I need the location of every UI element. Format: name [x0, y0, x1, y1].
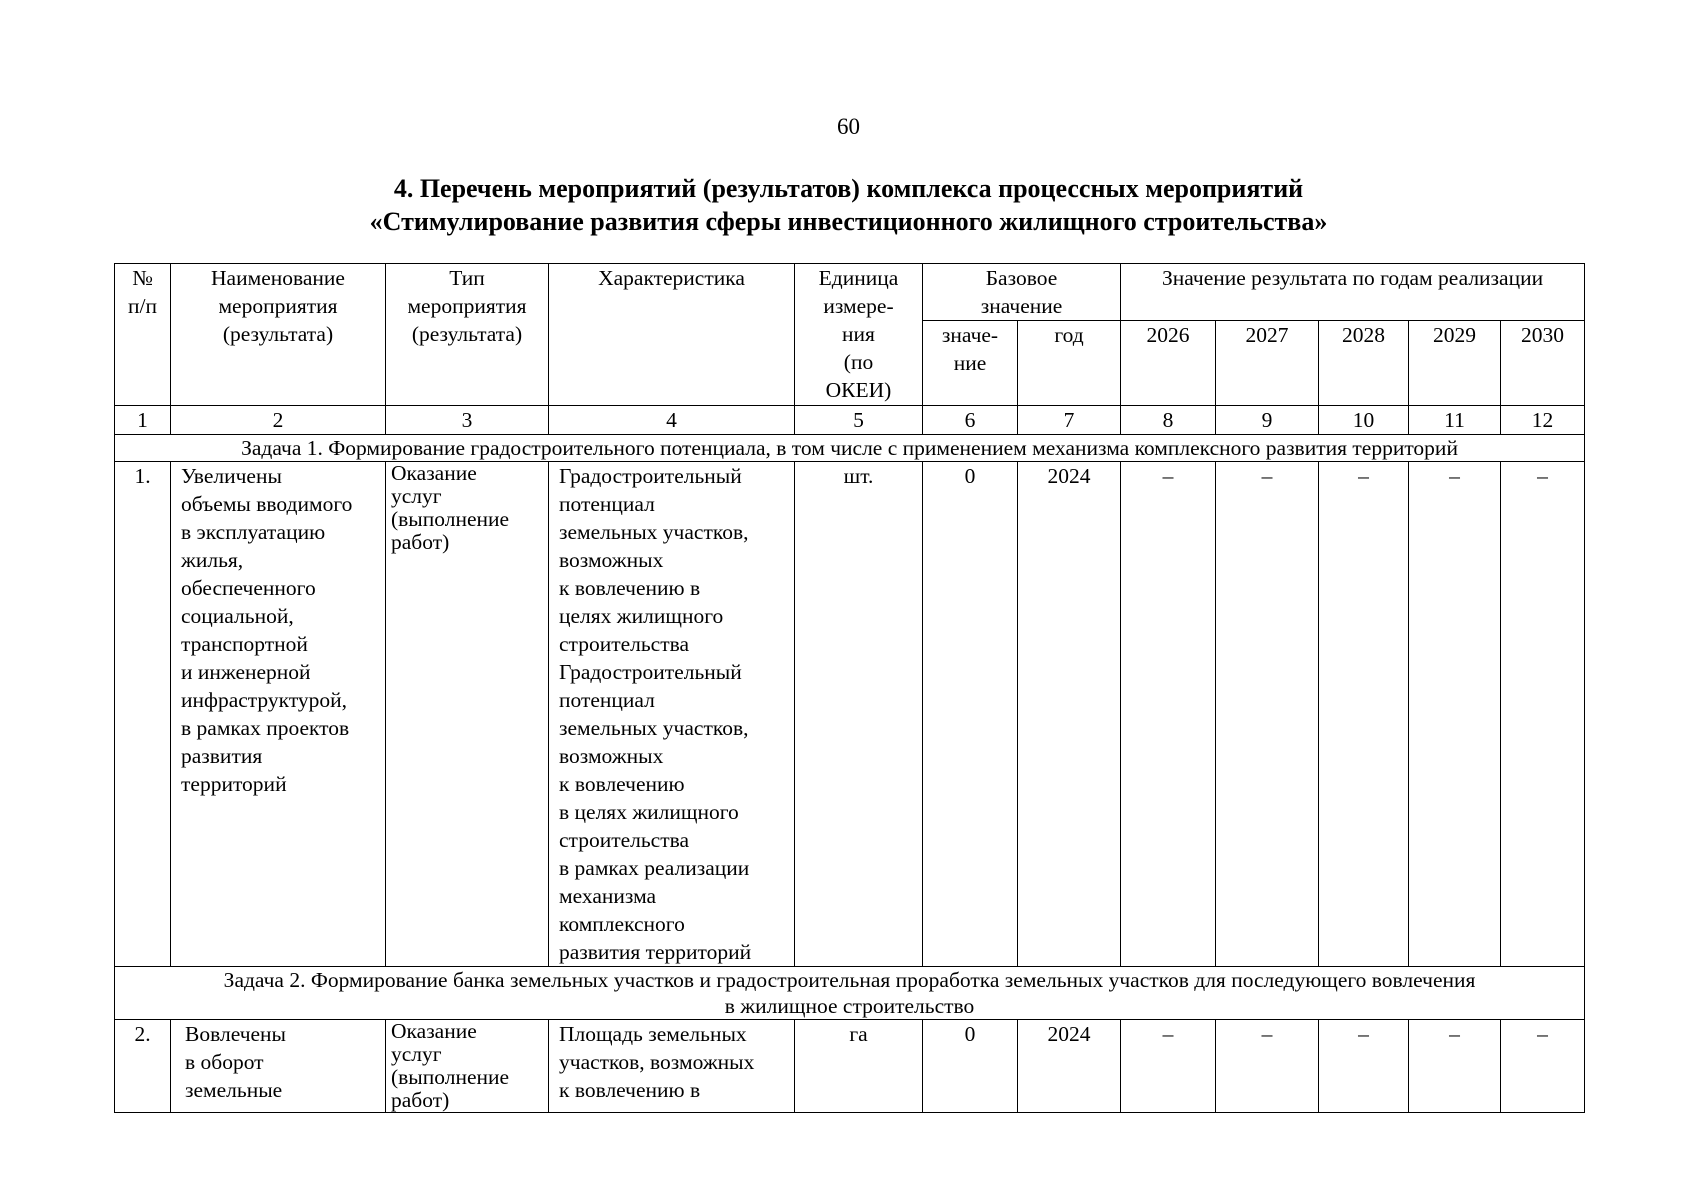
- measure-type: Оказание услуг (выполнение работ): [386, 1020, 549, 1113]
- header-year: 2026: [1121, 321, 1216, 406]
- base-value: 0: [923, 1020, 1018, 1113]
- year-value: –: [1216, 1020, 1319, 1113]
- header-year: 2028: [1319, 321, 1409, 406]
- column-number: 8: [1121, 406, 1216, 435]
- measure-characteristic: Площадь земельных участков, возможных к вовлечению в: [549, 1020, 795, 1113]
- row-number: 1.: [115, 462, 171, 967]
- header-unit: Единица измере- ния (по ОКЕИ): [795, 264, 923, 406]
- header-year: 2030: [1501, 321, 1585, 406]
- year-value: –: [1501, 462, 1585, 967]
- year-value: –: [1501, 1020, 1585, 1113]
- measure-unit: шт.: [795, 462, 923, 967]
- measure-name: Увеличены объемы вводимого в эксплуатацию жилья, обеспеченного социальной, транспортной и инженерной инфраструктурой, в рамках проектов развития территорий: [171, 462, 386, 967]
- measure-name: Вовлечены в оборот земельные: [171, 1020, 386, 1113]
- column-number: 2: [171, 406, 386, 435]
- table-row: [115, 1020, 1585, 1113]
- header-type: Тип мероприятия (результата): [386, 264, 549, 406]
- year-value: –: [1121, 462, 1216, 967]
- measures-table: [114, 263, 1585, 1113]
- document-title: [0, 172, 1697, 238]
- year-value: –: [1121, 1020, 1216, 1113]
- measure-unit: га: [795, 1020, 923, 1113]
- header-base: Базовое значение: [923, 264, 1121, 321]
- base-year: 2024: [1018, 1020, 1121, 1113]
- column-number: 9: [1216, 406, 1319, 435]
- year-value: –: [1319, 1020, 1409, 1113]
- header-base-year: год: [1018, 321, 1121, 406]
- column-number: 11: [1409, 406, 1501, 435]
- year-value: –: [1216, 462, 1319, 967]
- column-number: 10: [1319, 406, 1409, 435]
- page-number: 60: [837, 114, 860, 139]
- measure-characteristic: Градостроительный потенциал земельных участков, возможных к вовлечению в целях жилищного строительства Градостроительный потенциал земельных участков, возможных к вовлечению в целях жилищного строительства в рамках реализации механизма комплексного развития территорий: [549, 462, 795, 967]
- header-base-value: значе- ние: [923, 321, 1018, 406]
- year-value: –: [1319, 462, 1409, 967]
- task-row: [115, 967, 1585, 1020]
- header-years-group: Значение результата по годам реализации: [1121, 264, 1585, 321]
- base-year: 2024: [1018, 462, 1121, 967]
- header-characteristic: Характеристика: [549, 264, 795, 406]
- task-2-heading: Задача 2. Формирование банка земельных участков и градостроительная проработка земельных участков для последующего вовлечения в жилищное строительство: [115, 967, 1585, 1020]
- header-num: № п/п: [115, 264, 171, 406]
- column-number: 5: [795, 406, 923, 435]
- task-row: [115, 435, 1585, 462]
- header-year: 2027: [1216, 321, 1319, 406]
- header-name: Наименование мероприятия (результата): [171, 264, 386, 406]
- header-year: 2029: [1409, 321, 1501, 406]
- title-line-2: «Стимулирование развития сферы инвестиционного жилищного строительства»: [369, 207, 1328, 236]
- column-number: 6: [923, 406, 1018, 435]
- column-number: 4: [549, 406, 795, 435]
- column-number: 7: [1018, 406, 1121, 435]
- column-number: 12: [1501, 406, 1585, 435]
- title-line-1: 4. Перечень мероприятий (результатов) комплекса процессных мероприятий: [393, 174, 1304, 203]
- year-value: –: [1409, 1020, 1501, 1113]
- task-1-heading: Задача 1. Формирование градостроительного потенциала, в том числе с применением механизма комплексного развития территорий: [115, 435, 1585, 462]
- base-value: 0: [923, 462, 1018, 967]
- year-value: –: [1409, 462, 1501, 967]
- row-number: 2.: [115, 1020, 171, 1113]
- measure-type: Оказание услуг (выполнение работ): [386, 462, 549, 967]
- header-row-1: [115, 264, 1585, 321]
- column-numbers-row: [115, 406, 1585, 435]
- column-number: 3: [386, 406, 549, 435]
- column-number: 1: [115, 406, 171, 435]
- table-row: [115, 462, 1585, 967]
